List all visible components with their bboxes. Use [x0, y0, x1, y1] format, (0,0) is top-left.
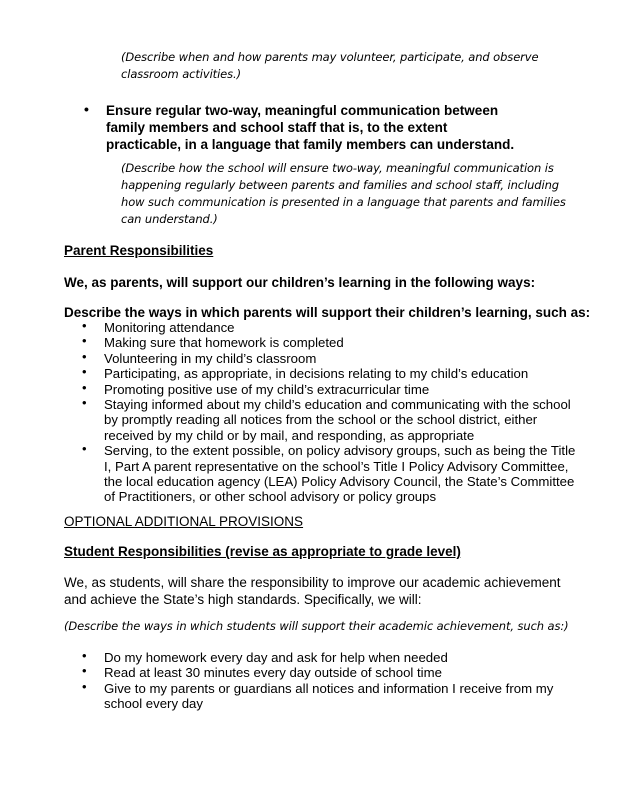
parent-support-line: We, as parents, will support our children’s learning in the following ways: — [64, 275, 536, 290]
list-item — [64, 366, 584, 381]
list-item — [64, 678, 584, 712]
list-item-text: Volunteering in my child’s classroom — [104, 350, 317, 366]
bullet-icon: • — [82, 395, 87, 411]
list-item — [64, 650, 584, 665]
bullet-icon: • — [82, 364, 87, 380]
communication-bullet — [84, 101, 520, 153]
parent-responsibilities-list — [64, 320, 584, 505]
list-item-text: Making sure that homework is completed — [104, 335, 344, 351]
list-item-text: Staying informed about my child’s education and communicating with the school by promptly reading all notices from the school or the school district, either received by my child or by mail, and responding, as appropriate — [104, 397, 571, 443]
bullet-icon: • — [82, 678, 87, 694]
bullet-icon: • — [82, 441, 87, 457]
list-item-text: Give to my parents or guardians all notices and information I receive from my school every day — [104, 680, 554, 712]
bullet-icon: • — [82, 318, 87, 333]
list-item-text: Monitoring attendance — [104, 320, 235, 335]
optional-provisions-heading: OPTIONAL ADDITIONAL PROVISIONS — [64, 514, 304, 529]
list-item-text: Do my homework every day and ask for help when needed — [104, 650, 448, 665]
bullet-icon: • — [84, 101, 89, 117]
communication-bullet-text: Ensure regular two-way, meaningful communication between family members and school staff that is, to the extent practicable, in a language that family members can understand. — [106, 103, 515, 152]
parent-responsibilities-heading: Parent Responsibilities — [64, 243, 214, 258]
note-volunteer: (Describe when and how parents may volunteer, participate, and observe classroom activities.) — [121, 50, 539, 81]
note-student: (Describe the ways in which students will support their academic achievement, such as:) — [64, 619, 569, 633]
list-item-text: Promoting positive use of my child’s extracurricular time — [104, 381, 430, 397]
list-item — [64, 443, 584, 505]
bullet-icon: • — [82, 348, 87, 364]
list-item-text: Participating, as appropriate, in decisions relating to my child’s education — [104, 366, 529, 382]
student-paragraph: We, as students, will share the responsibility to improve our academic achievement and achieve the State’s high standards. Specifically, we will: — [64, 575, 561, 607]
bullet-icon: • — [82, 663, 87, 679]
list-item — [64, 665, 584, 680]
list-item — [64, 335, 584, 350]
note-communication: (Describe how the school will ensure two-way, meaningful communication is happening regularly between parents and families and school staff, including how such communication is presented in a language that parents and families can understand.) — [121, 161, 566, 226]
bullet-icon: • — [82, 333, 87, 349]
student-responsibilities-heading: Student Responsibilities (revise as appropriate to grade level) — [64, 544, 461, 559]
bullet-icon: • — [82, 379, 87, 395]
bullet-icon: • — [82, 648, 87, 663]
student-responsibilities-list — [64, 650, 584, 712]
parent-describe-line: Describe the ways in which parents will support their children’s learning, such as: — [64, 305, 591, 320]
list-item — [64, 379, 584, 397]
list-item — [64, 348, 584, 366]
list-item — [64, 397, 584, 443]
list-item — [64, 320, 584, 335]
list-item-text: Read at least 30 minutes every day outside of school time — [104, 665, 442, 681]
list-item-text: Serving, to the extent possible, on policy advisory groups, such as being the Title I, Part A parent representative on the school’s Title I Policy Advisory Committee, the local education agency (LEA) Policy Advisory Council, the State’s Committee of Practitioners, or other school advisory or policy groups — [104, 443, 576, 505]
